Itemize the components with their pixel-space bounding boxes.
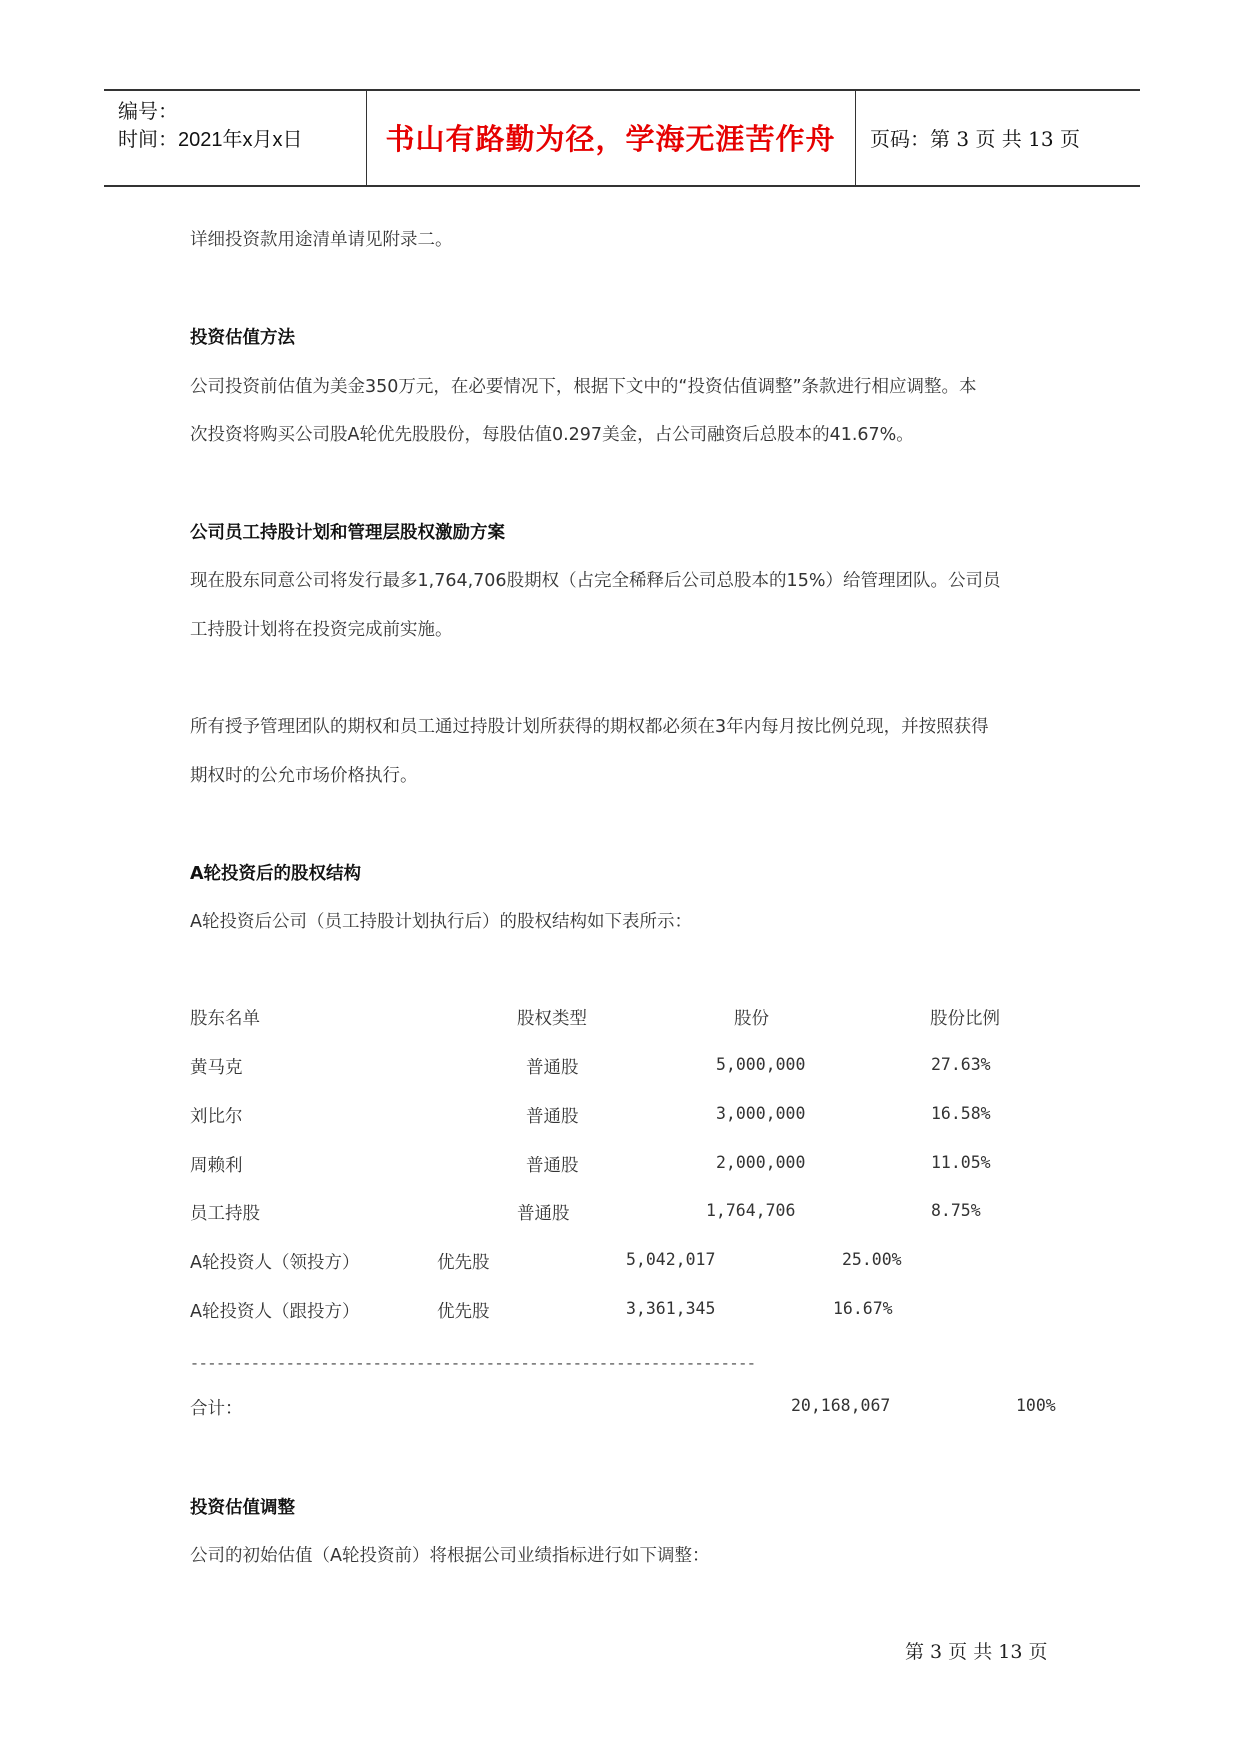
table-separator: -----------------------------------------------------------------	[190, 1356, 756, 1373]
time-label: 时间：2021年x月x日	[118, 129, 303, 151]
total-label: 合计：	[190, 1399, 243, 1419]
col-header-shares: 股份	[734, 1009, 769, 1029]
row-pct: 16.67%	[833, 1299, 893, 1318]
row-pct: 25.00%	[842, 1250, 902, 1269]
paragraph-valuation-line2: 次投资将购买公司股A轮优先股股份，每股估值0.297美金，占公司融资后总股本的41.67%。	[190, 425, 914, 445]
row-name: A轮投资人（跟投方）	[190, 1302, 360, 1322]
paragraph-esop-line2: 工持股计划将在投资完成前实施。	[190, 620, 453, 640]
header-page-label: 页码：第 3 页 共 13 页	[870, 127, 1080, 151]
paragraph-esop-line1: 现在股东同意公司将发行最多1,764,706股期权（占完全稀释后公司总股本的15%）给管理团队。公司员	[190, 571, 1001, 591]
row-shares: 5,042,017	[626, 1250, 716, 1269]
col-header-name: 股东名单	[190, 1009, 260, 1029]
row-pct: 27.63%	[931, 1055, 991, 1074]
row-shares: 2,000,000	[716, 1153, 806, 1172]
paragraph-adjustment: 公司的初始估值（A轮投资前）将根据公司业绩指标进行如下调整：	[190, 1546, 710, 1566]
row-pct: 11.05%	[931, 1153, 991, 1172]
heading-esop: 公司员工持股计划和管理层股权激励方案	[190, 523, 505, 543]
row-pct: 8.75%	[931, 1201, 981, 1220]
row-type: 普通股	[526, 1058, 579, 1078]
row-shares: 3,000,000	[716, 1104, 806, 1123]
row-name: 刘比尔	[190, 1107, 243, 1127]
heading-cap-table: A轮投资后的股权结构	[190, 864, 362, 884]
row-shares: 1,764,706	[706, 1201, 796, 1220]
total-pct: 100%	[1016, 1396, 1056, 1415]
heading-adjustment: 投资估值调整	[190, 1498, 295, 1518]
row-type: 普通股	[526, 1156, 579, 1176]
col-header-pct: 股份比例	[930, 1009, 1000, 1029]
paragraph-appendix: 详细投资款用途清单请见附录二。	[190, 230, 453, 250]
row-pct: 16.58%	[931, 1104, 991, 1123]
row-name: 周赖利	[190, 1156, 243, 1176]
row-shares: 5,000,000	[716, 1055, 806, 1074]
header-divider-right	[855, 91, 856, 185]
row-name: A轮投资人（领投方）	[190, 1253, 360, 1273]
paragraph-vesting-line1: 所有授予管理团队的期权和员工通过持股计划所获得的期权都必须在3年内每月按比例兑现，并按照获得	[190, 717, 989, 737]
header-motto: 书山有路勤为径，学海无涯苦作舟	[385, 122, 836, 156]
paragraph-cap-table-intro: A轮投资后公司（员工持股计划执行后）的股权结构如下表所示：	[190, 912, 692, 932]
page-footer: 第 3 页 共 13 页	[905, 1641, 1048, 1663]
row-type: 优先股	[437, 1253, 490, 1273]
row-type: 优先股	[437, 1302, 490, 1322]
row-shares: 3,361,345	[626, 1299, 716, 1318]
row-type: 普通股	[517, 1204, 570, 1224]
heading-valuation-method: 投资估值方法	[190, 328, 295, 348]
paragraph-vesting-line2: 期权时的公允市场价格执行。	[190, 766, 418, 786]
col-header-type: 股权类型	[517, 1009, 587, 1029]
row-name: 员工持股	[190, 1204, 260, 1224]
total-shares: 20,168,067	[791, 1396, 891, 1415]
document-header	[104, 89, 1140, 187]
row-type: 普通股	[526, 1107, 579, 1127]
paragraph-valuation-line1: 公司投资前估值为美金350万元，在必要情况下，根据下文中的“投资估值调整”条款进行相应调整。本	[190, 377, 977, 397]
row-name: 黄马克	[190, 1058, 243, 1078]
number-label: 编号：	[118, 101, 178, 123]
